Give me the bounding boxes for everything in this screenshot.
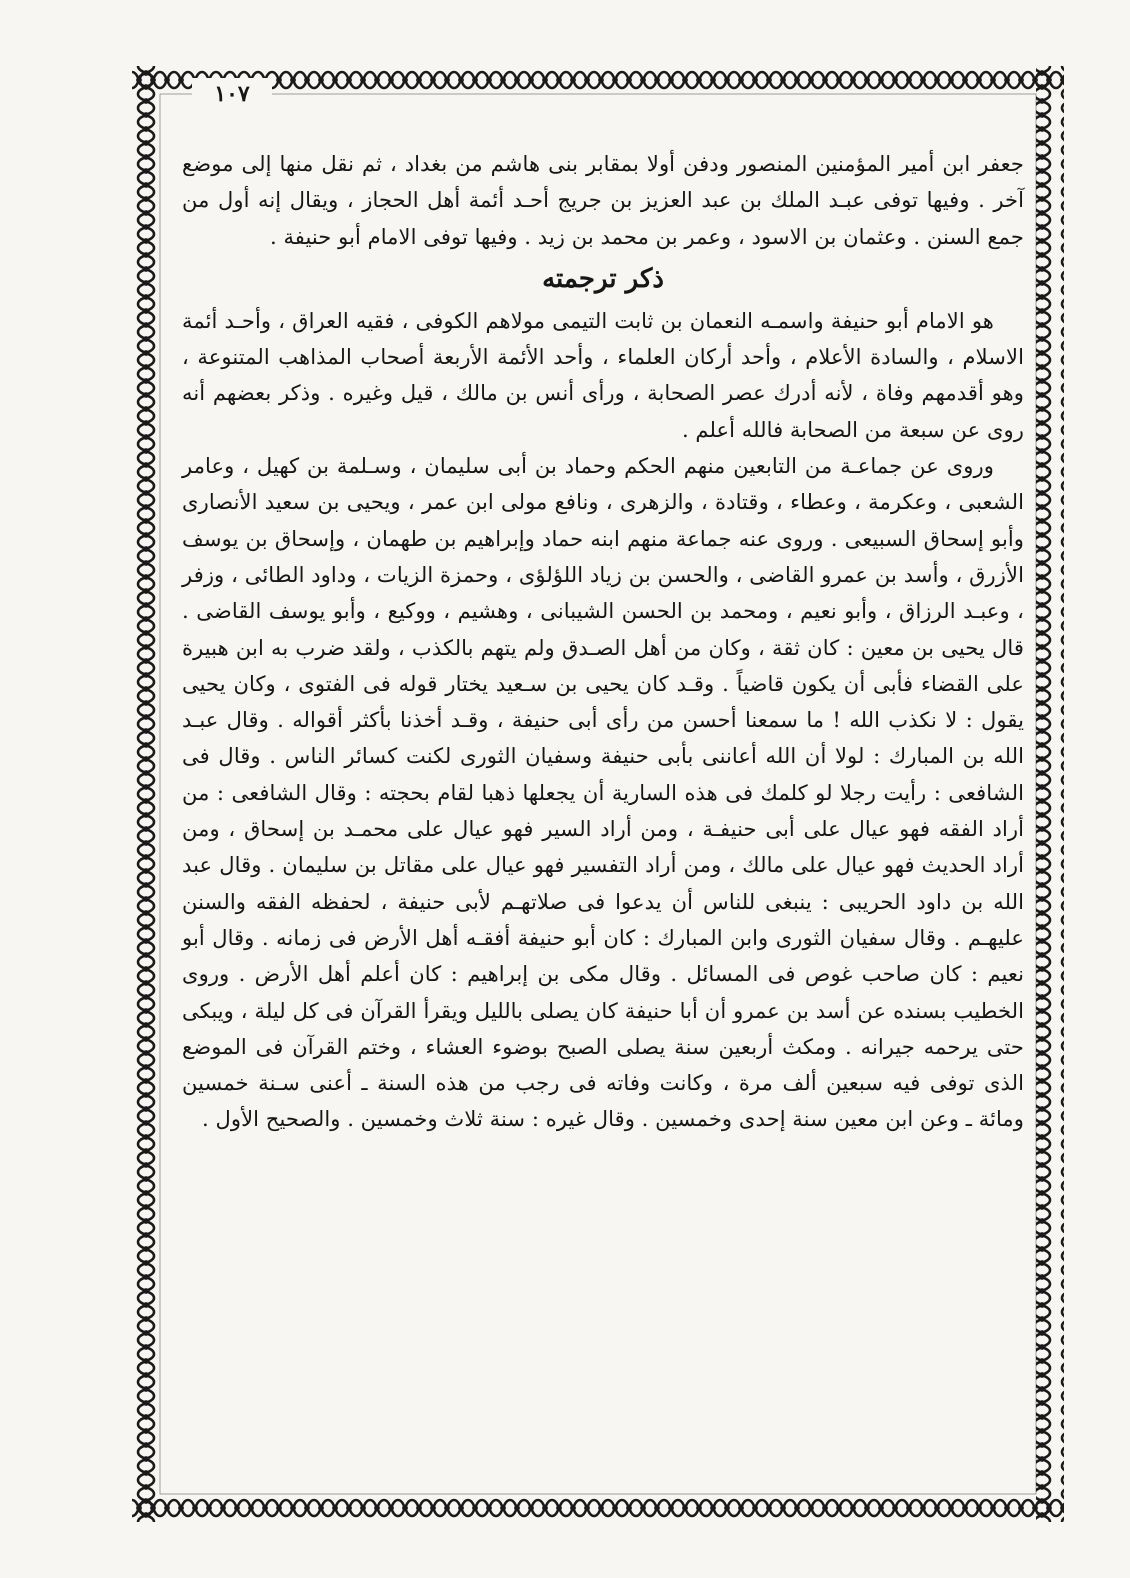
page-frame [132, 66, 1064, 1522]
section-title: ذكر ترجمته [542, 263, 664, 294]
page-number: ١٠٧ [192, 78, 272, 110]
paragraph: وروى عن جماعـة من التابعين منهم الحكم وحماد بن أبى سليمان ، وسـلمة بن كهيل ، وعامر الشعبى ، وعكرمة ، وعطاء ، وقتادة ، والزهرى ، ونافع مولى ابن عمر ، ويحيى بن سعيد الأنصارى وأبو إسحاق السبيعى . وروى عنه جماعة منهم ابنه حماد وإبراهيم بن طهمان ، وإسحاق بن يوسف الأزرق ، وأسد بن عمرو القاضى ، والحسن بن زياد اللؤلؤى ، وحمزة الزيات ، وداود الطائى ، وزفر ، وعبـد الرزاق ، وأبو نعيم ، ومحمد بن الحسن الشيبانى ، وهشيم ، ووكيع ، وأبو يوسف القاضى . قال يحيى بن معين : كان ثقة ، وكان من أهل الصـدق ولم يتهم بالكذب ، ولقد ضرب به ابن هبيرة على القضاء فأبى أن يكون قاضياً . وقـد كان يحيى بن سـعيد يختار قوله فى الفتوى ، وكان يحيى يقول : لا نكذب الله ! ما سمعنا أحسن من رأى أبى حنيفة ، وقـد أخذنا بأكثر أقواله . وقال عبـد الله بن المبارك : لولا أن الله أعاننى بأبى حنيفة وسفيان الثورى لكنت كسائر الناس . وقال فى الشافعى : رأيت رجلا لو كلمك فى هذه السارية أن يجعلها ذهبا لقام بحجته : وقال الشافعى : من أراد الفقه فهو عيال على أبى حنيفـة ، ومن أراد السير فهو عيال على محمـد بن إسحاق ، ومن أراد الحديث فهو عيال على مالك ، ومن أراد التفسير فهو عيال على مقاتل بن سليمان . وقال عبد الله بن داود الحريبى : ينبغى للناس أن يدعوا فى صلاتهـم لأبى حنيفة ، لحفظه الفقه والسنن عليهـم . وقال سفيان الثورى وابن المبارك : كان أبو حنيفة أفقـه أهل الأرض فى زمانه . وقال أبو نعيم : كان صاحب غوص فى المسائل . وقال مكى بن إبراهيم : كان أعلم أهل الأرض . وروى الخطيب بسنده عن أسد بن عمرو أن أبا حنيفة كان يصلى بالليل ويقرأ القرآن فى كل ليلة ، ويبكى حتى يرحمه جيرانه . ومكث أربعين سنة يصلى الصبح بوضوء العشاء ، وختم القرآن فى الموضع الذى توفى فيه سبعين ألف مرة ، وكانت وفاته فى رجب من هذه السنة ـ أعنى سـنة خمسين ومائة ـ وعن ابن معين سنة إحدى وخمسين . وقال غيره : سنة ثلاث وخمسين . والصحيح الأول . [182, 453, 1024, 1132]
paragraph: جعفر ابن أمير المؤمنين المنصور ودفن أولا بمقابر بنى هاشم من بغداد ، ثم نقل منها إلى موضع آخر . وفيها توفى عبـد الملك بن عبد العزيز بن جريج أحـد أئمة أهل الحجاز ، ويقال إنه أول من جمع السنن . وعثمان بن الاسود ، وعمر بن محمد بن زيد . وفيها توفى الامام أبو حنيفة . [182, 151, 1024, 249]
paragraph: هو الامام أبو حنيفة واسمـه النعمان بن ثابت التيمى مولاهم الكوفى ، فقيه العراق ، وأحـد أئمة الاسلام ، والسادة الأعلام ، وأحد أركان العلماء ، وأحد الأئمة الأربعة أصحاب المذاهب المتنوعة ، وهو أقدمهم وفاة ، لأنه أدرك عصر الصحابة ، ورأى أنس بن مالك ، قيل وغيره . وذكر بعضهم أنه روى عن سبعة من الصحابة فالله أعلم . [182, 307, 1024, 442]
page-content [182, 146, 1024, 1138]
